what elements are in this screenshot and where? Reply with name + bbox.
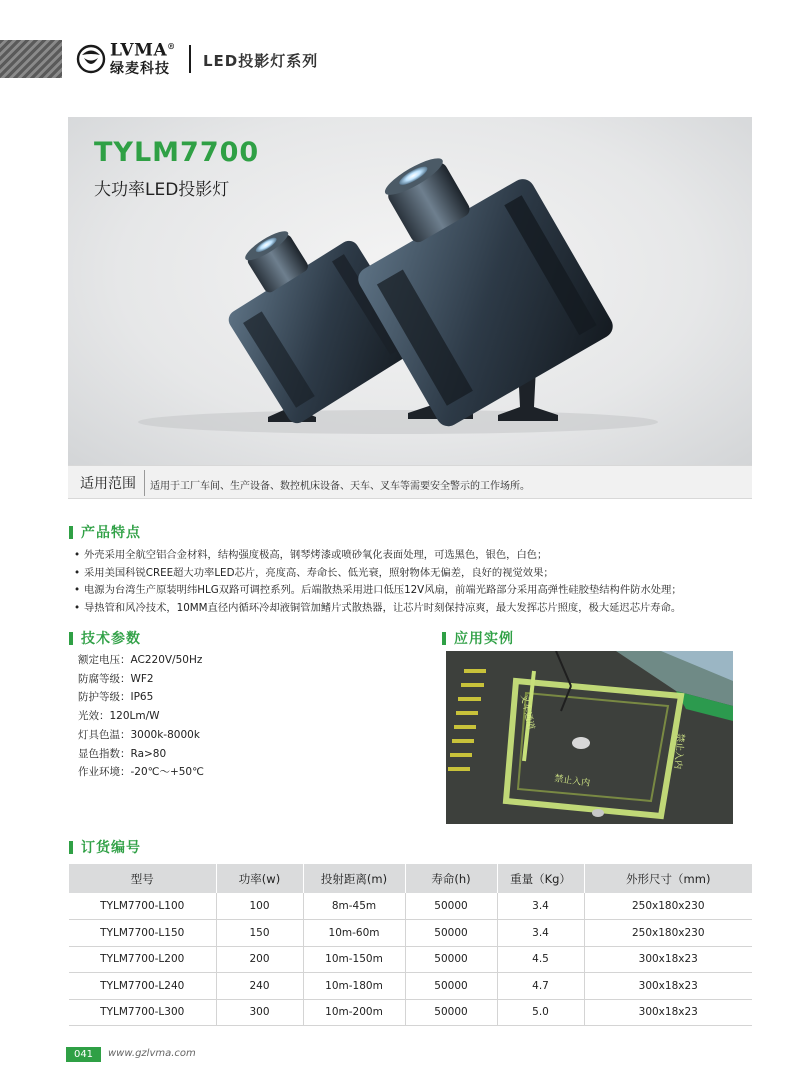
table-cell: 300x18x23 bbox=[584, 973, 752, 1000]
table-cell: 150 bbox=[216, 920, 303, 947]
feature-text: 电源为台湾生产原装明纬HLG双路可调控系列。后端散热采用进口低压12V风扇，前端光路部分采用高弹性硅胶垫结构件防水处理； bbox=[84, 584, 682, 596]
table-cell: 10m-60m bbox=[303, 920, 405, 947]
table-cell: 240 bbox=[216, 973, 303, 1000]
table-cell: TYLM7700-L200 bbox=[69, 946, 216, 973]
table-cell: 100 bbox=[216, 893, 303, 920]
product-hero bbox=[68, 117, 752, 465]
bullet-icon: • bbox=[74, 584, 81, 596]
product-model: TYLM7700 bbox=[94, 137, 260, 168]
scope-divider bbox=[144, 470, 145, 496]
bullet-icon: • bbox=[74, 566, 81, 579]
projected-text-no-entry-bottom: 禁止入内 bbox=[553, 774, 591, 789]
page-number: 041 bbox=[66, 1047, 101, 1062]
application-title: 应用实例 bbox=[454, 631, 514, 647]
feature-item bbox=[74, 547, 764, 565]
feature-item bbox=[74, 582, 764, 600]
table-cell: 10m-150m bbox=[303, 946, 405, 973]
table-cell: 50000 bbox=[405, 946, 497, 973]
table-cell: 4.7 bbox=[497, 973, 584, 1000]
bullet-icon: • bbox=[74, 601, 81, 614]
heading-bar bbox=[69, 632, 73, 645]
table-cell: TYLM7700-L300 bbox=[69, 999, 216, 1026]
spec-protection-grade: 防护等级：IP65 bbox=[78, 691, 154, 704]
series-title: LED投影灯系列 bbox=[203, 52, 319, 70]
website-url: www.gzlvma.com bbox=[108, 1048, 196, 1059]
features-heading bbox=[69, 522, 141, 542]
column-header: 投射距离(m) bbox=[303, 864, 405, 893]
table-row bbox=[69, 973, 752, 1000]
logo-leaf-icon bbox=[76, 44, 106, 74]
table-cell: 8m-45m bbox=[303, 893, 405, 920]
heading-bar bbox=[442, 632, 446, 645]
application-photo bbox=[446, 651, 733, 824]
spec-environment: 作业环境：-20℃～+50℃ bbox=[78, 766, 204, 779]
table-cell: 50000 bbox=[405, 893, 497, 920]
table-cell: 200 bbox=[216, 946, 303, 973]
table-cell: 300x18x23 bbox=[584, 946, 752, 973]
order-title: 订货编号 bbox=[81, 840, 141, 856]
table-cell: 50000 bbox=[405, 973, 497, 1000]
table-cell: 4.5 bbox=[497, 946, 584, 973]
table-cell: 300x18x23 bbox=[584, 999, 752, 1026]
column-header: 外形尺寸（mm) bbox=[584, 864, 752, 893]
feature-item bbox=[74, 600, 764, 618]
feature-text: 外壳采用全航空铝合金材料，结构强度极高，钢琴烤漆或喷砂氧化表面处理，可选黑色，银色，白色； bbox=[84, 549, 548, 561]
specs-title: 技术参数 bbox=[81, 631, 141, 647]
projected-text-no-entry-side: 禁止入内 bbox=[671, 732, 685, 770]
column-header: 功率(w) bbox=[216, 864, 303, 893]
spec-rated-voltage: 额定电压：AC220V/50Hz bbox=[78, 654, 203, 666]
product-subtitle: 大功率LED投影灯 bbox=[94, 180, 230, 200]
column-header: 重量（Kg） bbox=[497, 864, 584, 893]
specs-heading bbox=[69, 628, 141, 648]
table-cell: 3.4 bbox=[497, 920, 584, 947]
table-row bbox=[69, 920, 752, 947]
registered-mark: ® bbox=[167, 41, 176, 52]
heading-bar bbox=[69, 841, 73, 854]
table-row bbox=[69, 999, 752, 1026]
brand-logo bbox=[76, 40, 176, 78]
table-row bbox=[69, 946, 752, 973]
scope-label: 适用范围 bbox=[80, 476, 136, 492]
table-cell: 250x180x230 bbox=[584, 893, 752, 920]
brand-name-en: LVMA bbox=[110, 40, 168, 61]
table-cell: 50000 bbox=[405, 999, 497, 1026]
bullet-icon: • bbox=[74, 549, 81, 561]
projector-lamps-image bbox=[68, 117, 752, 465]
table-cell: TYLM7700-L100 bbox=[69, 893, 216, 920]
features-title: 产品特点 bbox=[81, 525, 141, 541]
table-cell: 300 bbox=[216, 999, 303, 1026]
specs-list bbox=[78, 651, 204, 782]
header-stripe-decoration bbox=[0, 40, 62, 78]
table-cell: TYLM7700-L150 bbox=[69, 920, 216, 947]
features-list bbox=[74, 547, 764, 617]
header-divider bbox=[189, 45, 191, 73]
order-heading bbox=[69, 837, 141, 857]
feature-item bbox=[74, 565, 764, 583]
table-cell: TYLM7700-L240 bbox=[69, 973, 216, 1000]
scope-text: 适用于工厂车间、生产设备、数控机床设备、天车、叉车等需要安全警示的工作场所。 bbox=[150, 481, 530, 492]
feature-text: 导热管和风冷技术，10MM直径内循环冷却液铜管加鳍片式散热器，让芯片时刻保持凉爽，最大发挥芯片照度，极大延迟芯片寿命。 bbox=[84, 601, 682, 614]
application-heading bbox=[442, 628, 514, 648]
table-row bbox=[69, 893, 752, 920]
heading-bar bbox=[69, 526, 73, 539]
table-cell: 5.0 bbox=[497, 999, 584, 1026]
table-cell: 10m-180m bbox=[303, 973, 405, 1000]
projected-text-forklift: 叉车通道 bbox=[518, 693, 536, 731]
table-header-row bbox=[69, 864, 752, 893]
table-cell: 50000 bbox=[405, 920, 497, 947]
spec-corrosion-grade: 防腐等级：WF2 bbox=[78, 672, 154, 685]
spec-efficacy: 光效：120Lm/W bbox=[78, 710, 160, 723]
feature-text: 采用美国科锐CREE超大功率LED芯片，亮度高、寿命长、低光衰，照射物体无偏差，良好的视觉效果； bbox=[84, 566, 554, 579]
spec-cri: 显色指数：Ra>80 bbox=[78, 747, 167, 760]
table-cell: 250x180x230 bbox=[584, 920, 752, 947]
application-scope-bar bbox=[68, 465, 752, 499]
column-header: 寿命(h) bbox=[405, 864, 497, 893]
factory-floor-image bbox=[446, 651, 733, 824]
spec-color-temp: 灯具色温：3000k-8000k bbox=[78, 728, 200, 741]
table-cell: 10m-200m bbox=[303, 999, 405, 1026]
column-header: 型号 bbox=[69, 864, 216, 893]
order-table bbox=[69, 864, 752, 1026]
table-cell: 3.4 bbox=[497, 893, 584, 920]
brand-name-cn: 绿麦科技 bbox=[110, 60, 170, 77]
